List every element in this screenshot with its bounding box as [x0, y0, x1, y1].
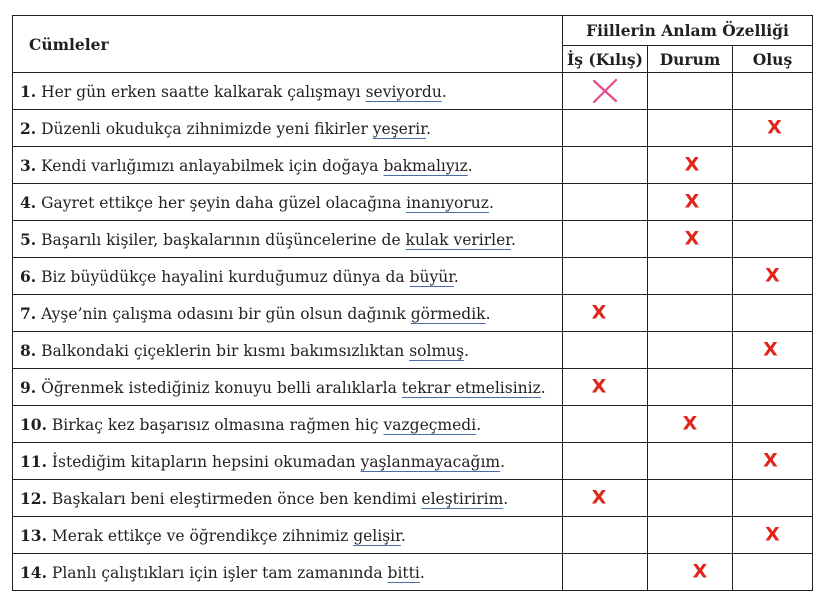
mark-cell: [563, 221, 648, 258]
x-mark: X: [684, 190, 700, 213]
table-row: [13, 184, 813, 221]
sentence-text: Düzenli okudukça zihnimizde yeni fikirler: [36, 119, 373, 138]
sentence-cell: [13, 480, 563, 517]
table-row: [13, 554, 813, 591]
column-header-olus: Oluş: [733, 46, 813, 73]
x-mark: X: [692, 560, 708, 583]
sentence-end: .: [400, 526, 406, 545]
mark-cell: [733, 295, 813, 332]
sentence-cell: [13, 332, 563, 369]
mark-cell: [648, 258, 733, 295]
mark-cell: [648, 517, 733, 554]
sentence-cell: [13, 110, 563, 147]
sentence-number: 12.: [20, 488, 47, 508]
sentence-end: .: [419, 563, 425, 582]
mark-cell: [648, 184, 733, 221]
table-row: [13, 443, 813, 480]
sentence-end: .: [503, 489, 509, 508]
underlined-verb: büyür: [409, 267, 454, 286]
sentence-number: 11.: [20, 451, 47, 471]
sentence-number: 4.: [20, 192, 37, 212]
sentence-text: Öğrenmek istediğiniz konuyu belli aralıklarla: [36, 378, 402, 397]
sentence-end: .: [510, 230, 516, 249]
mark-cell: [733, 517, 813, 554]
mark-cell: [733, 554, 813, 591]
x-mark: X: [684, 227, 700, 250]
mark-cell: [733, 443, 813, 480]
sentence-number: 6.: [20, 266, 37, 286]
sentence-text: Ayşe’nin çalışma odasını bir gün olsun dağınık: [36, 304, 411, 323]
sentence-number: 13.: [20, 525, 47, 545]
mark-cell: [733, 73, 813, 110]
mark-cell: [648, 221, 733, 258]
sentence-end: .: [488, 193, 494, 212]
mark-cell: [648, 332, 733, 369]
sentence-number: 9.: [20, 377, 37, 397]
underlined-verb: görmedik: [410, 304, 486, 323]
mark-cell: [563, 369, 648, 406]
column-header-durum: Durum: [648, 46, 733, 73]
mark-cell: [648, 110, 733, 147]
sentence-cell: [13, 258, 563, 295]
table-row: [13, 369, 813, 406]
table-row: [13, 332, 813, 369]
sentence-number: 7.: [20, 303, 37, 323]
mark-cell: [563, 517, 648, 554]
sentence-number: 1.: [20, 81, 37, 101]
mark-cell: [648, 369, 733, 406]
underlined-verb: yeşerir: [372, 119, 426, 138]
sentence-cell: [13, 221, 563, 258]
mark-cell: [563, 443, 648, 480]
sentence-number: 10.: [20, 414, 47, 434]
sentence-text: Merak ettikçe ve öğrendikçe zihnimiz: [46, 526, 354, 545]
sentence-number: 14.: [20, 562, 47, 582]
x-mark: X: [765, 264, 780, 287]
mark-cell: [563, 258, 648, 295]
sentences-header: Cümleler: [13, 16, 563, 73]
sentence-end: .: [540, 378, 546, 397]
x-mark: X: [591, 486, 607, 509]
sentence-cell: [13, 554, 563, 591]
x-mark: X: [767, 116, 782, 139]
mark-cell: [563, 480, 648, 517]
sentence-text: Her gün erken saatte kalkarak çalışmayı: [36, 82, 366, 101]
table-row: [13, 406, 813, 443]
mark-cell: [733, 184, 813, 221]
mark-cell: [733, 221, 813, 258]
mark-cell: [648, 295, 733, 332]
sentence-cell: [13, 184, 563, 221]
sentence-number: 3.: [20, 155, 37, 175]
x-mark: X: [682, 412, 698, 435]
sentence-cell: [13, 295, 563, 332]
mark-cell: [648, 406, 733, 443]
sentence-cell: [13, 369, 563, 406]
verb-meaning-header: Fiillerin Anlam Özelliği: [563, 16, 813, 46]
underlined-verb: yaşlanmayacağım: [360, 452, 501, 471]
underlined-verb: inanıyoruz: [406, 193, 489, 212]
underlined-verb: kulak verirler: [405, 230, 511, 249]
x-mark: X: [765, 523, 780, 546]
x-mark: X: [591, 301, 607, 324]
underlined-verb: vazgeçmedi: [383, 415, 477, 434]
sentence-cell: [13, 73, 563, 110]
sentence-text: Başkaları beni eleştirmeden önce ben kendimi: [46, 489, 422, 508]
sentence-text: Balkondaki çiçeklerin bir kısmı bakımsızlıktan: [36, 341, 410, 360]
sentence-number: 5.: [20, 229, 37, 249]
mark-cell: [563, 406, 648, 443]
sentence-number: 8.: [20, 340, 37, 360]
sentence-text: Başarılı kişiler, başkalarının düşüncelerine de: [36, 230, 406, 249]
table-row: [13, 110, 813, 147]
mark-cell: [648, 147, 733, 184]
sentence-text: Kendi varlığımızı anlayabilmek için doğaya: [36, 156, 384, 175]
sentence-text: İstediğim kitapların hepsini okumadan: [46, 452, 361, 471]
mark-cell: [648, 554, 733, 591]
mark-cell: [563, 554, 648, 591]
mark-cell: [563, 295, 648, 332]
sentence-text: Birkaç kez başarısız olmasına rağmen hiç: [46, 415, 384, 434]
mark-cell: [733, 147, 813, 184]
sentence-number: 2.: [20, 118, 37, 138]
sentence-end: .: [467, 156, 473, 175]
column-header-is: İş (Kılış): [563, 46, 648, 73]
sentence-cell: [13, 517, 563, 554]
sentence-end: .: [500, 452, 506, 471]
mark-cell: [733, 369, 813, 406]
underlined-verb: seviyordu: [365, 82, 442, 101]
table-row: [13, 147, 813, 184]
mark-cell: [563, 147, 648, 184]
sentence-cell: [13, 443, 563, 480]
table-row: [13, 295, 813, 332]
mark-cell: [648, 480, 733, 517]
mark-cell: [563, 110, 648, 147]
sentence-end: .: [453, 267, 459, 286]
table-row: [13, 258, 813, 295]
underlined-verb: bitti: [387, 563, 420, 582]
mark-cell: [563, 184, 648, 221]
sentence-text: Gayret ettikçe her şeyin daha güzel olacağına: [36, 193, 407, 212]
sentence-end: .: [485, 304, 491, 323]
underlined-verb: tekrar etmelisiniz: [401, 378, 541, 397]
underlined-verb: solmuş: [409, 341, 465, 360]
sentence-cell: [13, 147, 563, 184]
sentence-end: .: [476, 415, 482, 434]
table-row: [13, 517, 813, 554]
mark-cell: [648, 73, 733, 110]
mark-cell: [733, 110, 813, 147]
underlined-verb: eleştiririm: [421, 489, 504, 508]
handwritten-cross-mark: [591, 78, 619, 104]
mark-cell: [733, 406, 813, 443]
x-mark: X: [684, 153, 700, 176]
sentence-end: .: [441, 82, 447, 101]
mark-cell: [733, 480, 813, 517]
table-row: [13, 480, 813, 517]
mark-cell: [733, 332, 813, 369]
x-mark: X: [763, 449, 778, 472]
verb-meaning-table: [12, 15, 813, 591]
x-mark: X: [763, 338, 778, 361]
sentence-end: .: [464, 341, 470, 360]
underlined-verb: gelişir: [353, 526, 401, 545]
sentence-text: Biz büyüdükçe hayalini kurduğumuz dünya da: [36, 267, 410, 286]
sentence-cell: [13, 406, 563, 443]
table-row: [13, 221, 813, 258]
table-row: [13, 73, 813, 110]
x-mark: X: [591, 375, 607, 398]
mark-cell: [563, 73, 648, 110]
mark-cell: [648, 443, 733, 480]
mark-cell: [563, 332, 648, 369]
mark-cell: [733, 258, 813, 295]
sentence-end: .: [425, 119, 431, 138]
underlined-verb: bakmalıyız: [383, 156, 468, 175]
sentence-text: Planlı çalıştıkları için işler tam zamanında: [46, 563, 388, 582]
